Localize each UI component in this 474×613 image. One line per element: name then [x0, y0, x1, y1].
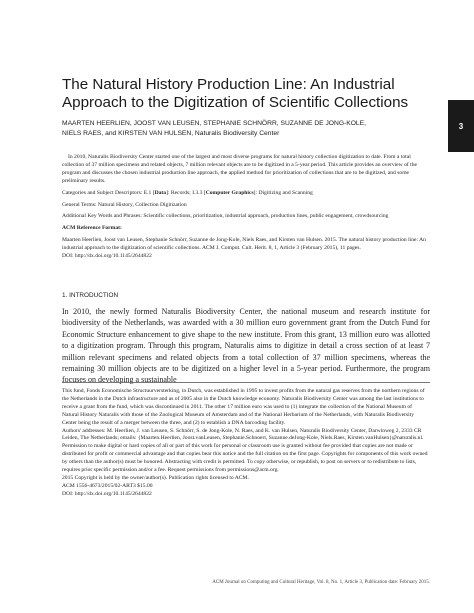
keywords: Additional Key Words and Phrases: Scientific collections, prioritization, industrial approach, production lines, public engagement, crowdsourcing: [62, 213, 389, 220]
footnote-copyright: 2015 Copyright is held by the owner/author(s). Publication rights licensed to ACM.: [62, 474, 249, 481]
categories-line: [62, 190, 430, 198]
journal-footer: ACM Journal on Computing and Cultural Heritage, Vol. 8, No. 1, Article 3, Publication date: February 2015.: [212, 580, 430, 585]
general-terms: General Terms: Natural History, Collection Digitization: [62, 201, 187, 208]
footnote-permission: Permission to make digital or hard copies of all or part of this work for personal or classroom use is granted without fee provided that copies are not made or distributed for profit or commercial advantage and that copies bear this notice and the full citation on the first page. Copyrights for components of this work owned by others than the author(s) must be honored. Abstracting with credit is permitted. To copy otherwise, or republish, to post on servers or to redistribute to lists, requires prior specific permission and/or a fee. Request permissions from permissions@acm.org.: [62, 443, 428, 474]
categories-graphics: Computer Graphics: [205, 189, 254, 196]
article-title: The Natural History Production Line: An Industrial Approach to the Digitization of Scientific Collections: [62, 76, 409, 111]
section-heading: 1. INTRODUCTION: [62, 292, 119, 299]
abstract-text: In 2010, Naturalis Biodiversity Center started one of the largest and most diverse programs for natural history collection digitization to date. From a total collection of 37 million specimens and related objects, 7 million relevant objects are to be digitized in a 5-year period. This article provides an overview of the program and discusses the chosen industrial production line approach, the applied method for prioritization of collections that are to be digitized, and some preliminary results.: [62, 154, 417, 184]
introduction-paragraph: In 2010, the newly formed Naturalis Biodiversity Center, the national museum and research institute for biodiversity of the Netherlands, was awarded with a 30 million euro government grant from the Dutch Fund for Economic Structure enhancement to give shape to the new institute. From this grant, 13 million euro was allotted to a digitization program. Through this program, Naturalis aims to digitize in detail a cross section of at least 7 million relevant specimens and related objects from a total collection of 37 million specimens, whereas the remaining 30 million objects are to be digitized on a higher level in a 5-year period. Furthermore, the program focuses on developing a sustainable: [62, 307, 430, 385]
categories-suffix: ]: Digitizing and Scanning: [253, 189, 313, 196]
footnote-doi: DOI: http://dx.doi.org/10.1145/2644822: [62, 490, 152, 497]
footnote-divider: [62, 382, 430, 383]
authors-line-2: NIELS RAES, and KIRSTEN VAN HULSEN, Naturalis Biodiversity Center: [62, 129, 280, 137]
abstract-block: [62, 154, 430, 265]
footnote-fund: This fund, Fonds Economische Structuurversterking, in Dutch, was established in 1995 to invest profits from the natural gas reserves from the northern regions of the Netherlands in the Dutch infrastructure and as of 2005 also in the Dutch knowledge economy. Naturalis Biodiversity Center was among the last institutions to receive a grant from the fund, which was discontinued in 2011. The other 17 million euro was used to (1) integrate the collection of the National Museum of Natural History Naturalis with those of the Zoological Museum of Amsterdam and of the National Herbarium of the Netherlands, with Naturalis Biodiversity Center being the result of a merger between the three, and (2) to establish a DNA barcoding facility.: [62, 388, 425, 426]
acm-reference-doi: DOI: http://dx.doi.org/10.1145/2644822: [62, 253, 152, 260]
footnotes-block: [62, 388, 430, 499]
footnote-addresses: Authors' addresses: M. Heerlien, J. van Leusen, S. Schnörr, S. de Jong-Kole, N. Raes, and K. van Hulsen, Naturalis Biodiversity Center, Darwinweg 2, 2333 CR Leiden, The Netherlands; emails: {Maarten.Heerlien, Joost.vanLeusen, Stephanie.Schnoerr, Suzanne.deJong-Kole, Niels.Raes, Kirsten.vanHulsen}@naturalis.nl.: [62, 427, 424, 442]
authors-line-1: MAARTEN HEERLIEN, JOOST VAN LEUSEN, STEPHANIE SCHNÖRR, SUZANNE DE JONG-KOLE,: [62, 120, 366, 127]
footnote-issn: ACM 1556-4673/2015/02-ART3 $15.00: [62, 482, 153, 489]
categories-data: Data: [154, 189, 167, 196]
acm-reference-text: Maarten Heerlien, Joost van Leusen, Stephanie Schnörr, Suzanne de Jong-Kole, Niels Raes, and Kirsten van Hulsen. 2015. The natural history production line: An industrial approach to the digitization of scientific collections. ACM J. Comput. Cult. Herit. 8, 1, Article 3 (February 2015), 11 pages.: [62, 237, 426, 252]
acm-reference-heading: ACM Reference Format:: [62, 225, 122, 232]
categories-mid: ]: Records; I.3.3 [: [166, 189, 206, 196]
author-list: [62, 119, 430, 138]
page-number-tab: 3: [448, 100, 474, 152]
categories-prefix: Categories and Subject Descriptors: E.1 [: [62, 189, 155, 196]
